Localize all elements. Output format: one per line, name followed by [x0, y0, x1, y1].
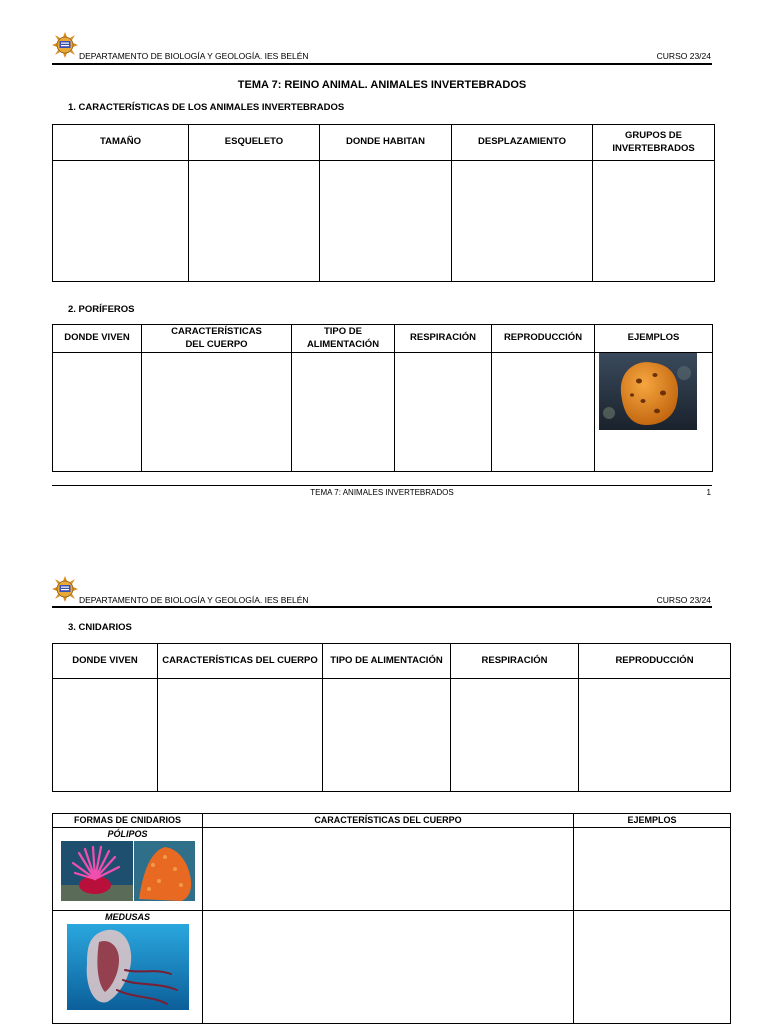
- form-label-medusas: MEDUSAS: [104, 912, 150, 922]
- answer-cell[interactable]: [492, 353, 595, 472]
- answer-cell[interactable]: [395, 353, 492, 472]
- answer-cell[interactable]: [292, 353, 395, 472]
- header-rule: [52, 606, 712, 608]
- section-3-heading: 3. CNIDARIOS: [68, 622, 132, 633]
- answer-cell[interactable]: [189, 161, 320, 282]
- header-course: CURSO 23/24: [656, 51, 711, 61]
- answer-cell[interactable]: [579, 679, 731, 792]
- answer-cell[interactable]: [593, 161, 715, 282]
- column-header: TAMAÑO: [53, 125, 189, 161]
- column-header: DESPLAZAMIENTO: [452, 125, 593, 161]
- column-header: TIPO DE ALIMENTACIÓN: [292, 325, 395, 353]
- answer-cell[interactable]: [451, 679, 579, 792]
- answer-cell[interactable]: [53, 161, 189, 282]
- answer-cell[interactable]: [53, 679, 158, 792]
- column-header: TIPO DE ALIMENTACIÓN: [323, 644, 451, 679]
- column-header: FORMAS DE CNIDARIOS: [53, 814, 203, 828]
- answer-cell[interactable]: [142, 353, 292, 472]
- header-rule: [52, 63, 712, 65]
- header-department: DEPARTAMENTO DE BIOLOGÍA Y GEOLOGÍA. IES BELÉN: [79, 51, 309, 61]
- form-cell-polipos: [53, 828, 203, 911]
- medusa-photo: [67, 924, 189, 1010]
- form-label-polipos: PÓLIPOS: [107, 829, 148, 839]
- answer-cell[interactable]: [158, 679, 323, 792]
- column-header: ESQUELETO: [189, 125, 320, 161]
- form-cell-medusas: [53, 911, 203, 1024]
- answer-cell[interactable]: [323, 679, 451, 792]
- header-course: CURSO 23/24: [656, 595, 711, 605]
- column-header: DONDE VIVEN: [53, 644, 158, 679]
- answer-cell[interactable]: [574, 828, 731, 911]
- answer-cell[interactable]: [452, 161, 593, 282]
- school-crest-icon: [52, 32, 78, 58]
- example-cell: [595, 353, 713, 472]
- column-header: REPRODUCCIÓN: [492, 325, 595, 353]
- answer-cell[interactable]: [320, 161, 452, 282]
- page-number: 1: [706, 488, 711, 497]
- invertebrates-characteristics-table: [52, 124, 715, 282]
- column-header: EJEMPLOS: [574, 814, 731, 828]
- answer-cell[interactable]: [203, 911, 574, 1024]
- cnidarian-forms-table: [52, 813, 731, 1024]
- poriferos-table: [52, 324, 713, 472]
- section-2-heading: 2. PORÍFEROS: [68, 304, 135, 315]
- column-header: DONDE VIVEN: [53, 325, 142, 353]
- school-crest-icon: [52, 576, 78, 602]
- column-header: DONDE HABITAN: [320, 125, 452, 161]
- column-header: RESPIRACIÓN: [395, 325, 492, 353]
- answer-cell[interactable]: [53, 353, 142, 472]
- answer-cell[interactable]: [203, 828, 574, 911]
- cnidarios-table: [52, 643, 731, 792]
- section-1-heading: 1. CARACTERÍSTICAS DE LOS ANIMALES INVERTEBRADOS: [68, 102, 345, 113]
- polyp-photo: [61, 841, 195, 901]
- column-header: CARACTERÍSTICAS DEL CUERPO: [203, 814, 574, 828]
- column-header: CARACTERÍSTICAS DEL CUERPO: [142, 325, 292, 353]
- header-department: DEPARTAMENTO DE BIOLOGÍA Y GEOLOGÍA. IES BELÉN: [79, 595, 309, 605]
- footer-text: TEMA 7: ANIMALES INVERTEBRADOS: [310, 488, 454, 497]
- column-header: EJEMPLOS: [595, 325, 713, 353]
- column-header: GRUPOS DE INVERTEBRADOS: [593, 125, 715, 161]
- column-header: RESPIRACIÓN: [451, 644, 579, 679]
- footer-rule: [52, 485, 712, 486]
- page-title: TEMA 7: REINO ANIMAL. ANIMALES INVERTEBRADOS: [237, 79, 527, 91]
- column-header: CARACTERÍSTICAS DEL CUERPO: [158, 644, 323, 679]
- answer-cell[interactable]: [574, 911, 731, 1024]
- sponge-photo: [599, 353, 697, 430]
- column-header: REPRODUCCIÓN: [579, 644, 731, 679]
